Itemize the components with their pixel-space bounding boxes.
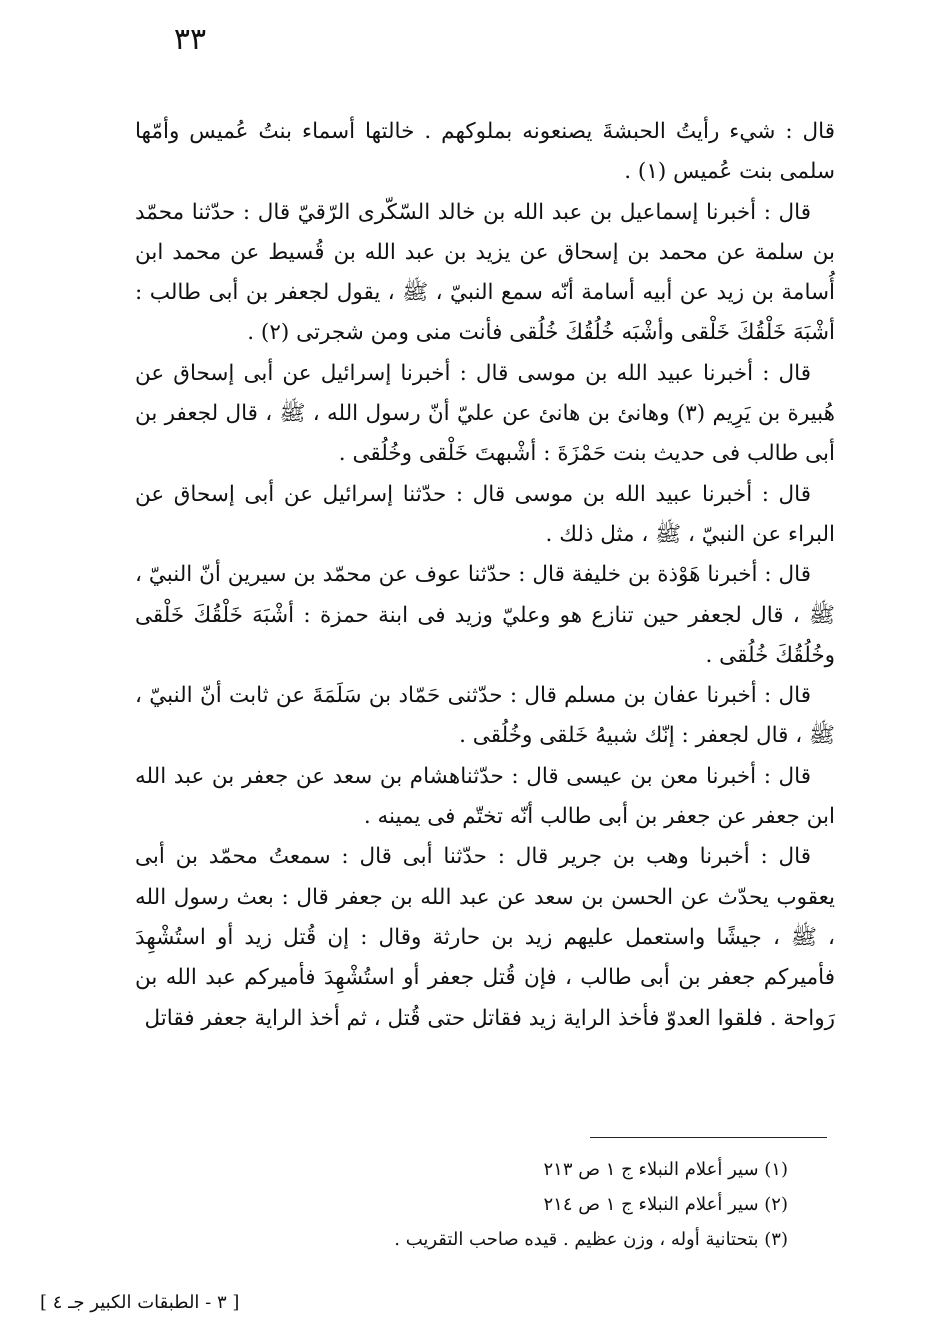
paragraph-6: قال : أخبرنا عفان بن مسلم قال : حدّثنى حَمّاد بن سَلَمَةَ عن ثابت أنّ النبيّ ، ﷺ ، قال لجعفر : إنّك شبيهُ خَلقى وخُلُقى .: [135, 683, 835, 749]
paragraph-3: قال : أخبرنا عبيد الله بن موسى قال : أخبرنا إسرائيل عن أبى إسحاق عن هُبيرة بن يَرِيم (٣) وهانئ بن هانئ عن عليّ أنّ رسول الله ، ﷺ ، قال لجعفر بن أبى طالب فى حديث بنت حَمْزَةَ : أشْبهتَ خَلْقى وخُلُقى .: [135, 360, 835, 467]
body-text: [135, 112, 835, 1039]
paragraph-7: قال : أخبرنا معن بن عيسى قال : حدّثناهشام بن سعد عن جعفر بن عبد الله ابن جعفر عن جعفر بن أبى طالب أنّه تختّم فى يمينه .: [135, 763, 835, 830]
page-number: ٣٣: [173, 22, 207, 57]
paragraph-5: قال : أخبرنا هَوْذة بن خليفة قال : حدّثنا عوف عن محمّد بن سيرين أنّ النبيّ ، ﷺ ، قال لجعفر حين تنازع هو وعليّ وزيد فى ابنة حمزة : أشْبَهَ خَلْقُكَ خَلْقى وخُلُقُكَ خُلُقى .: [135, 562, 835, 668]
footnotes: [300, 1152, 788, 1257]
footnote-1: (١) سير أعلام النبلاء ج ١ ص ٢١٣: [543, 1159, 788, 1180]
running-footer: [ ٣ - الطبقات الكبير جـ ٤ ]: [40, 1292, 240, 1313]
footnote-3: (٣) بتحتانية أوله ، وزن عظيم . قيده صاحب التقريب .: [394, 1229, 788, 1250]
footnote-2: (٢) سير أعلام النبلاء ج ١ ص ٢١٤: [543, 1194, 788, 1215]
paragraph-1: قال : شيء رأيتُ الحبشةَ يصنعونه بملوكهم . خالتها أسماء بنتُ عُميس وأمّها سلمى بنت عُميس (١) .: [135, 119, 835, 185]
paragraph-8: قال : أخبرنا وهب بن جرير قال : حدّثنا أبى قال : سمعتُ محمّد بن أبى يعقوب يحدّث عن الحسن بن سعد عن عبد الله بن جعفر قال : بعث رسول الله ، ﷺ ، جيشًا واستعمل عليهم زيد بن حارثة وقال : إن قُتل زيد أو استُشْهِدَ فأميركم جعفر بن أبى طالب ، فإن قُتل جعفر أو استُشْهِدَ فأميركم عبد الله بن رَواحة . فلقوا العدوّ فأخذ الراية زيد فقاتل حتى قُتل ، ثم أخذ الراية جعفر فقاتل: [135, 844, 835, 1031]
paragraph-2: قال : أخبرنا إسماعيل بن عبد الله بن خالد السّكّرى الرّقيّ قال : حدّثنا محمّد بن سلمة عن محمد بن إسحاق عن يزيد بن عبد الله بن قُسيط عن محمد ابن أُسامة بن زيد عن أبيه أسامة أنّه سمع النبيّ ، ﷺ ، يقول لجعفر بن أبى طالب : أشْبَهَ خَلْقُكَ خَلْقى وأشْبَه خُلُقُكَ خُلُقى فأنت منى ومن شجرتى (٢) .: [135, 199, 835, 346]
footnote-divider: [590, 1137, 827, 1138]
paragraph-4: قال : أخبرنا عبيد الله بن موسى قال : حدّثنا إسرائيل عن أبى إسحاق عن البراء عن النبيّ ، ﷺ ، مثل ذلك .: [135, 481, 835, 547]
